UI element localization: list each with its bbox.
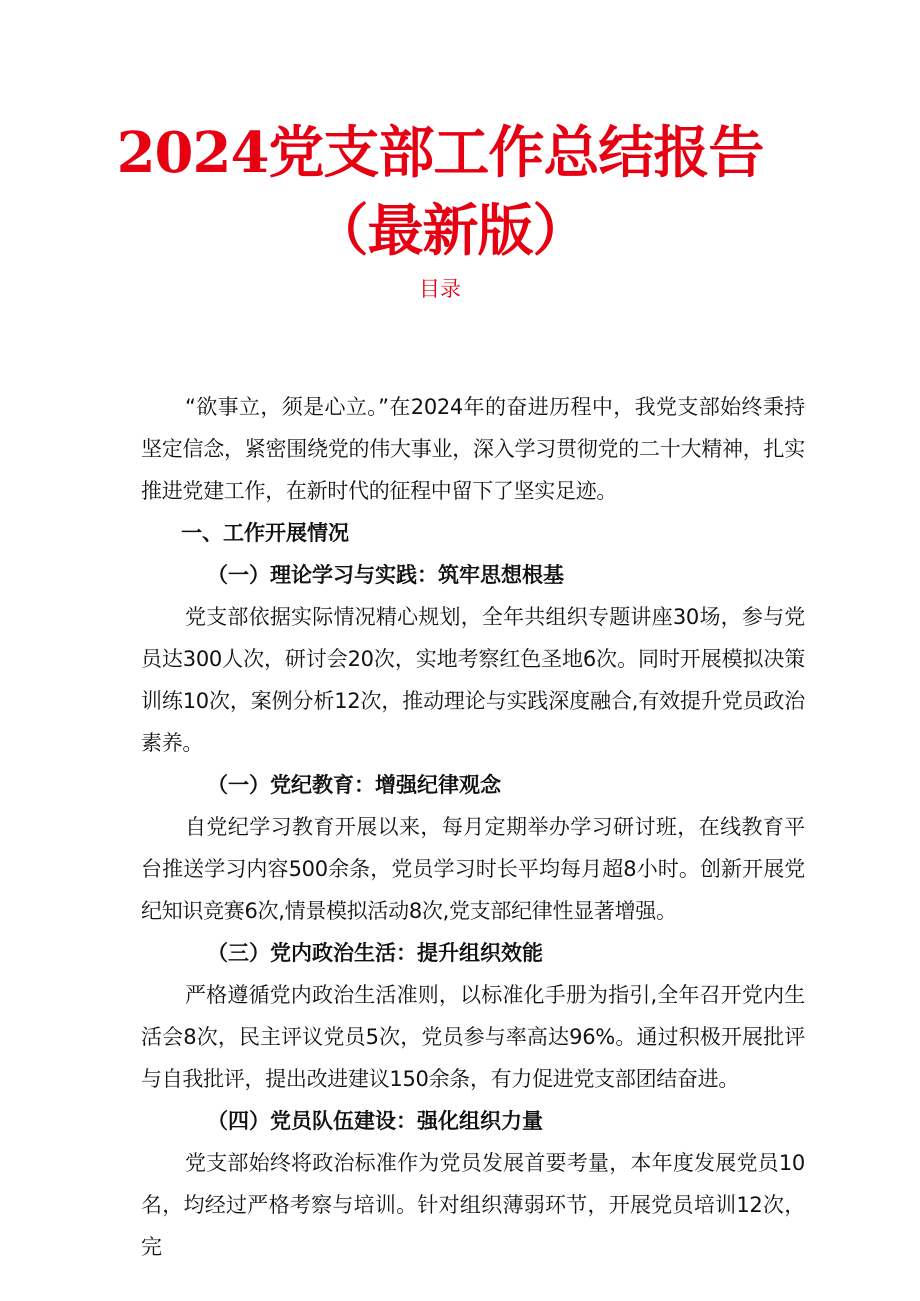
document-title: 2024党支部工作总结报告 <box>116 120 764 186</box>
body-paragraph: 党支部始终将政治标准作为党员发展首要考量，本年度发展党员10名，均经过严格考察与培训。针对组织薄弱环节，开展党员培训12次，完 <box>141 1151 805 1259</box>
subsection-heading: （三）党内政治生活：提升组织效能 <box>207 941 543 965</box>
toc-label: 目录 <box>419 277 461 301</box>
subsection-heading: （四）党员队伍建设：强化组织力量 <box>207 1109 543 1133</box>
body-paragraph: 自党纪学习教育开展以来，每月定期举办学习研讨班，在线教育平台推送学习内容500余条，党员学习时长平均每月超8小时。创新开展党纪知识竞赛6次,情景模拟活动8次,党支部纪律性显著增强。 <box>141 815 805 923</box>
subsection-heading: （一）理论学习与实践：筑牢思想根基 <box>207 563 564 587</box>
body-paragraph: 严格遵循党内政治生活准则，以标准化手册为指引,全年召开党内生活会8次，民主评议党员5次，党员参与率高达96%。通过积极开展批评与自我批评，提出改进建议150余条，有力促进党支部团结奋进。 <box>141 983 805 1091</box>
intro-paragraph: “欲事立，须是心立。”在2024年的奋进历程中，我党支部始终秉持坚定信念，紧密围绕党的伟大事业，深入学习贯彻党的二十大精神，扎实推进党建工作，在新时代的征程中留下了坚实足迹。 <box>141 395 805 503</box>
document-subtitle: （最新版） <box>312 198 588 264</box>
subsection-heading: （一）党纪教育：增强纪律观念 <box>207 773 501 797</box>
body-paragraph: 党支部依据实际情况精心规划，全年共组织专题讲座30场，参与党员达300人次，研讨会20次，实地考察红色圣地6次。同时开展模拟决策训练10次，案例分析12次，推动理论与实践深度融合,有效提升党员政治素养。 <box>141 605 805 755</box>
document-body <box>141 386 805 1268</box>
section-heading: 一、工作开展情况 <box>181 521 349 545</box>
